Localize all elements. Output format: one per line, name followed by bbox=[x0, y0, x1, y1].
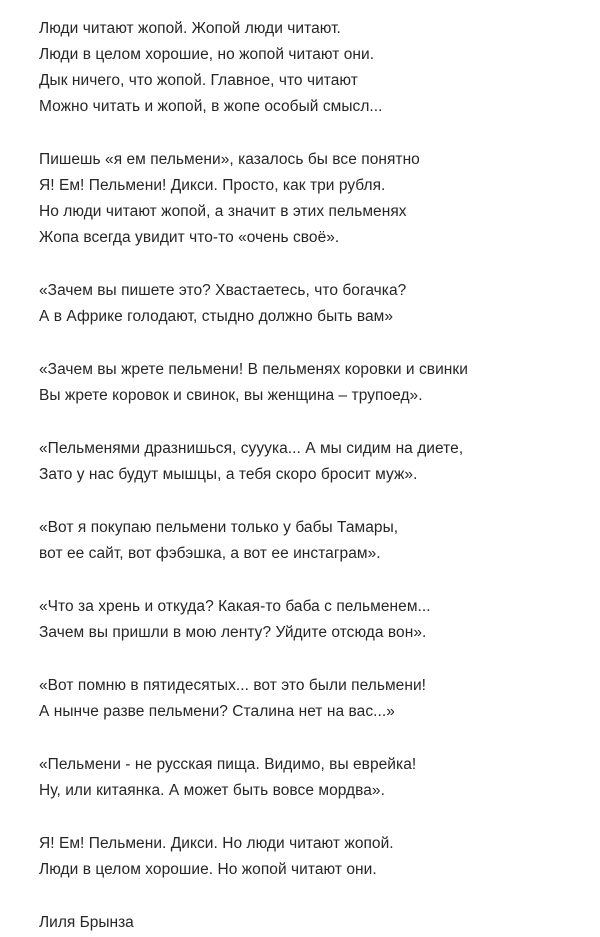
poem-line: Зачем вы пришли в мою ленту? Уйдите отсюда вон». bbox=[39, 624, 427, 641]
stanza-4 bbox=[39, 357, 594, 409]
poem-line: «Пельменями дразнишься, сууука... А мы сидим на диете, bbox=[39, 440, 464, 457]
poem-line: вот ее сайт, вот фэбэшка, а вот ее инстаграм». bbox=[39, 545, 381, 562]
poem-line: Но люди читают жопой, а значит в этих пельменях bbox=[39, 203, 407, 220]
poem-line: Пишешь «я ем пельмени», казалось бы все понятно bbox=[39, 151, 420, 168]
poem-line: Дык ничего, что жопой. Главное, что читают bbox=[39, 72, 358, 89]
poem-text bbox=[39, 16, 594, 936]
poem-line: Можно читать и жопой, в жопе особый смысл... bbox=[39, 98, 383, 115]
poem-line: Люди читают жопой. Жопой люди читают. bbox=[39, 20, 341, 37]
poem-line: «Зачем вы жрете пельмени! В пельменях коровки и свинки bbox=[39, 361, 468, 378]
stanza-7 bbox=[39, 594, 594, 646]
stanza-1 bbox=[39, 16, 594, 120]
poem-line: Я! Ем! Пельмени. Дикси. Но люди читают жопой. bbox=[39, 835, 394, 852]
poem-line: «Зачем вы пишете это? Хвастаетесь, что богачка? bbox=[39, 282, 407, 299]
stanza-9 bbox=[39, 752, 594, 804]
poem-line: «Вот помню в пятидесятых... вот это были пельмени! bbox=[39, 677, 427, 694]
poem-line: «Что за хрень и откуда? Какая-то баба с пельменем... bbox=[39, 598, 431, 615]
stanza-5 bbox=[39, 436, 594, 488]
author-signature: Лиля Брынза bbox=[39, 914, 134, 931]
stanza-8 bbox=[39, 673, 594, 725]
poem-line: «Пельмени - не русская пища. Видимо, вы еврейка! bbox=[39, 756, 417, 773]
poem-line: Люди в целом хорошие. Но жопой читают они. bbox=[39, 861, 377, 878]
poem-line: Жопа всегда увидит что-то «очень своё». bbox=[39, 229, 340, 246]
stanza-10 bbox=[39, 831, 594, 883]
poem-line: Зато у нас будут мышцы, а тебя скоро бросит муж». bbox=[39, 466, 418, 483]
poem-line: Вы жрете коровок и свинок, вы женщина – трупоед». bbox=[39, 387, 423, 404]
poem-line: Ну, или китаянка. А может быть вовсе мордва». bbox=[39, 782, 385, 799]
poem-line: А нынче разве пельмени? Сталина нет на вас...» bbox=[39, 703, 395, 720]
poem-line: Я! Ем! Пельмени! Дикси. Просто, как три рубля. bbox=[39, 177, 386, 194]
poem-line: Люди в целом хорошие, но жопой читают они. bbox=[39, 46, 375, 63]
poem-line: А в Африке голодают, стыдно должно быть вам» bbox=[39, 308, 394, 325]
stanza-3 bbox=[39, 278, 594, 330]
stanza-6 bbox=[39, 515, 594, 567]
stanza-2 bbox=[39, 147, 594, 251]
poem-line: «Вот я покупаю пельмени только у бабы Тамары, bbox=[39, 519, 399, 536]
